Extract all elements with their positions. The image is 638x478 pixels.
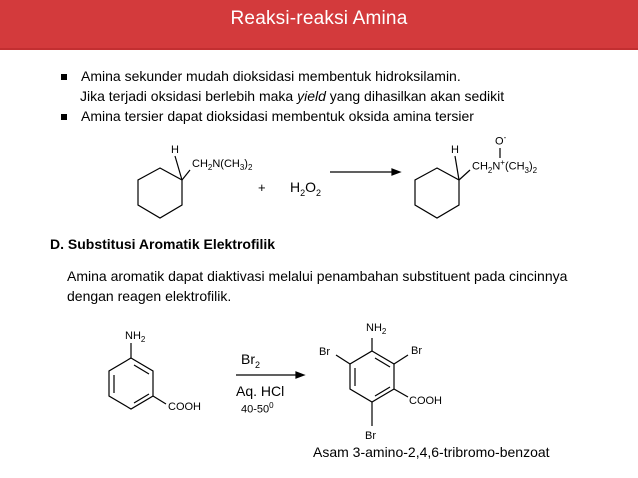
bromo-group-bottom: Br [365, 430, 376, 442]
section-d-para-line-1: Amina aromatik dapat diaktivasi melalui penambahan substituent pada cincinnya [67, 268, 568, 284]
substituent-right: $CH_2N^+(CH_3)_2$ [472, 158, 538, 175]
amino-group-right: $NH_2$ [366, 322, 387, 337]
reaction-temperature: $40-50^0$ [241, 401, 274, 416]
reagent-br2: $Br_2$ [241, 351, 261, 370]
bullet-1-line-1: Amina sekunder mudah dioksidasi membentuk hidroksilamin. [81, 68, 461, 84]
plus-sign: + [258, 180, 266, 195]
carboxyl-group-right: COOH [409, 395, 442, 407]
bullet-2: Amina tersier dapat dioksidasi membentuk oksida amina tersier [81, 108, 474, 124]
cyclohexane-ring-right [415, 168, 459, 218]
cyclohexane-ring-left [138, 168, 182, 218]
section-d-para-line-2: dengan reagen elektrofilik. [67, 288, 232, 304]
amino-group-left: $NH_2$ [125, 330, 146, 345]
hydrogen-label-left: H [171, 144, 179, 156]
bullet-1-yield: yield [297, 88, 326, 104]
slide-title: Reaksi-reaksi Amina [230, 8, 408, 29]
section-d-heading: D. Substitusi Aromatik Elektrofilik [50, 236, 276, 252]
benzene-ring-left [109, 358, 153, 409]
reagent-h2o2: $H_2O_2$ [290, 179, 322, 198]
substituent-left: $CH_2N(CH_3)_2$ [192, 158, 253, 173]
bullet-1-line-2-post: yang dihasilkan akan sedikit [325, 88, 505, 104]
benzene-ring-right [350, 351, 394, 402]
reagent-aq-hcl: Aq. HCl [236, 383, 285, 399]
bromo-group-left: Br [319, 346, 330, 358]
hydrogen-label-right: H [451, 144, 459, 156]
product-name: Asam 3-amino-2,4,6-tribromo-benzoat [313, 444, 550, 460]
bullet-1-line-2-pre: Jika terjadi oksidasi berlebih maka [80, 88, 298, 104]
oxide-anion: O- [495, 133, 507, 148]
carboxyl-group-left: COOH [168, 401, 201, 413]
bromo-group-right: Br [411, 345, 422, 357]
